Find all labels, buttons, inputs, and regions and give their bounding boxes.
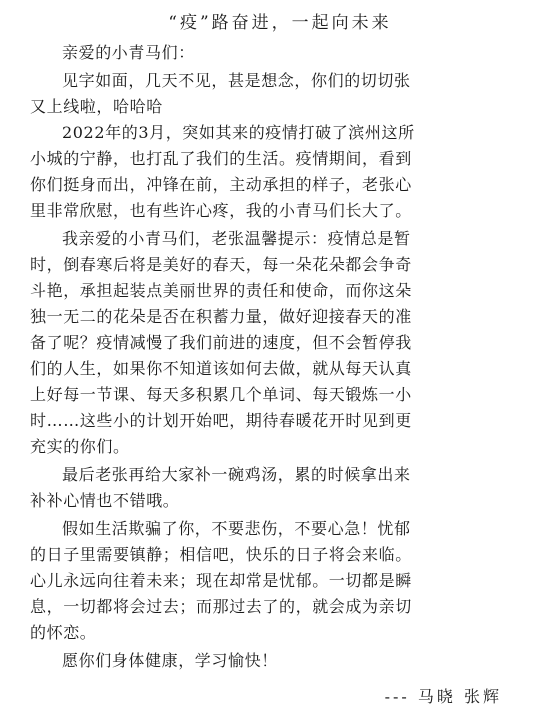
poem-line-5: 的怀恋。 [30, 623, 97, 642]
salutation: 亲爱的小青马们： [62, 43, 195, 62]
paragraph-3-line-1: 我亲爱的小青马们，老张温馨提示：疫情总是暂 [62, 229, 411, 248]
paragraph-4-line-2: 补补心情也不错哦。 [30, 491, 180, 510]
paragraph-3-line-3: 斗艳，承担起装点美丽世界的责任和使命，而你这朵 [30, 281, 412, 300]
poem-line-1: 假如生活欺骗了你，不要悲伤，不要心急！忧郁 [62, 519, 411, 538]
poem-line-3: 心儿永远向往着未来；现在却常是忧郁。一切都是瞬 [30, 571, 412, 590]
paragraph-3-line-6: 们的人生，如果你不知道该如何去做，就从每天认真 [30, 359, 412, 378]
paragraph-1-line-2: 又上线啦，哈哈哈 [30, 97, 163, 116]
paragraph-3-line-5: 备了呢？疫情减慢了我们前进的速度，但不会暂停我 [30, 333, 412, 352]
poem-line-2: 的日子里需要镇静；相信吧，快乐的日子将会来临。 [30, 545, 412, 564]
letter-title: “疫”路奋进，一起向未来 [168, 13, 392, 33]
paragraph-3-line-8: 时……这些小的计划开始吧，期待春暖花开时见到更 [30, 411, 412, 430]
paragraph-2-line-1: 2022年的3月，突如其来的疫情打破了滨州这所 [62, 123, 415, 142]
paragraph-3-line-9: 充实的你们。 [30, 437, 130, 456]
paragraph-3-line-2: 时，倒春寒后将是美好的春天，每一朵花朵都会争奇 [30, 255, 412, 274]
paragraph-3-line-4: 独一无二的花朵是否在积蓄力量，做好迎接春天的准 [30, 307, 412, 326]
closing-wish: 愿你们身体健康，学习愉快！ [62, 651, 278, 670]
paragraph-1-line-1: 见字如面，几天不见，甚是想念，你们的切切张 [62, 71, 411, 90]
paragraph-4-line-1: 最后老张再给大家补一碗鸡汤，累的时候拿出来 [62, 465, 411, 484]
paragraph-2-line-4: 里非常欣慰，也有些许心疼，我的小青马们长大了。 [30, 201, 412, 220]
paragraph-2-line-2: 小城的宁静，也打乱了我们的生活。疫情期间，看到 [30, 149, 412, 168]
paragraph-2-line-3: 你们挺身而出，冲锋在前，主动承担的样子，老张心 [30, 175, 412, 194]
poem-line-4: 息，一切都将会过去；而那过去了的，就会成为亲切 [30, 597, 412, 616]
paragraph-3-line-7: 上好每一节课、每天多积累几个单词、每天锻炼一小 [30, 385, 412, 404]
signature: --- 马晓 张辉 [384, 687, 502, 706]
